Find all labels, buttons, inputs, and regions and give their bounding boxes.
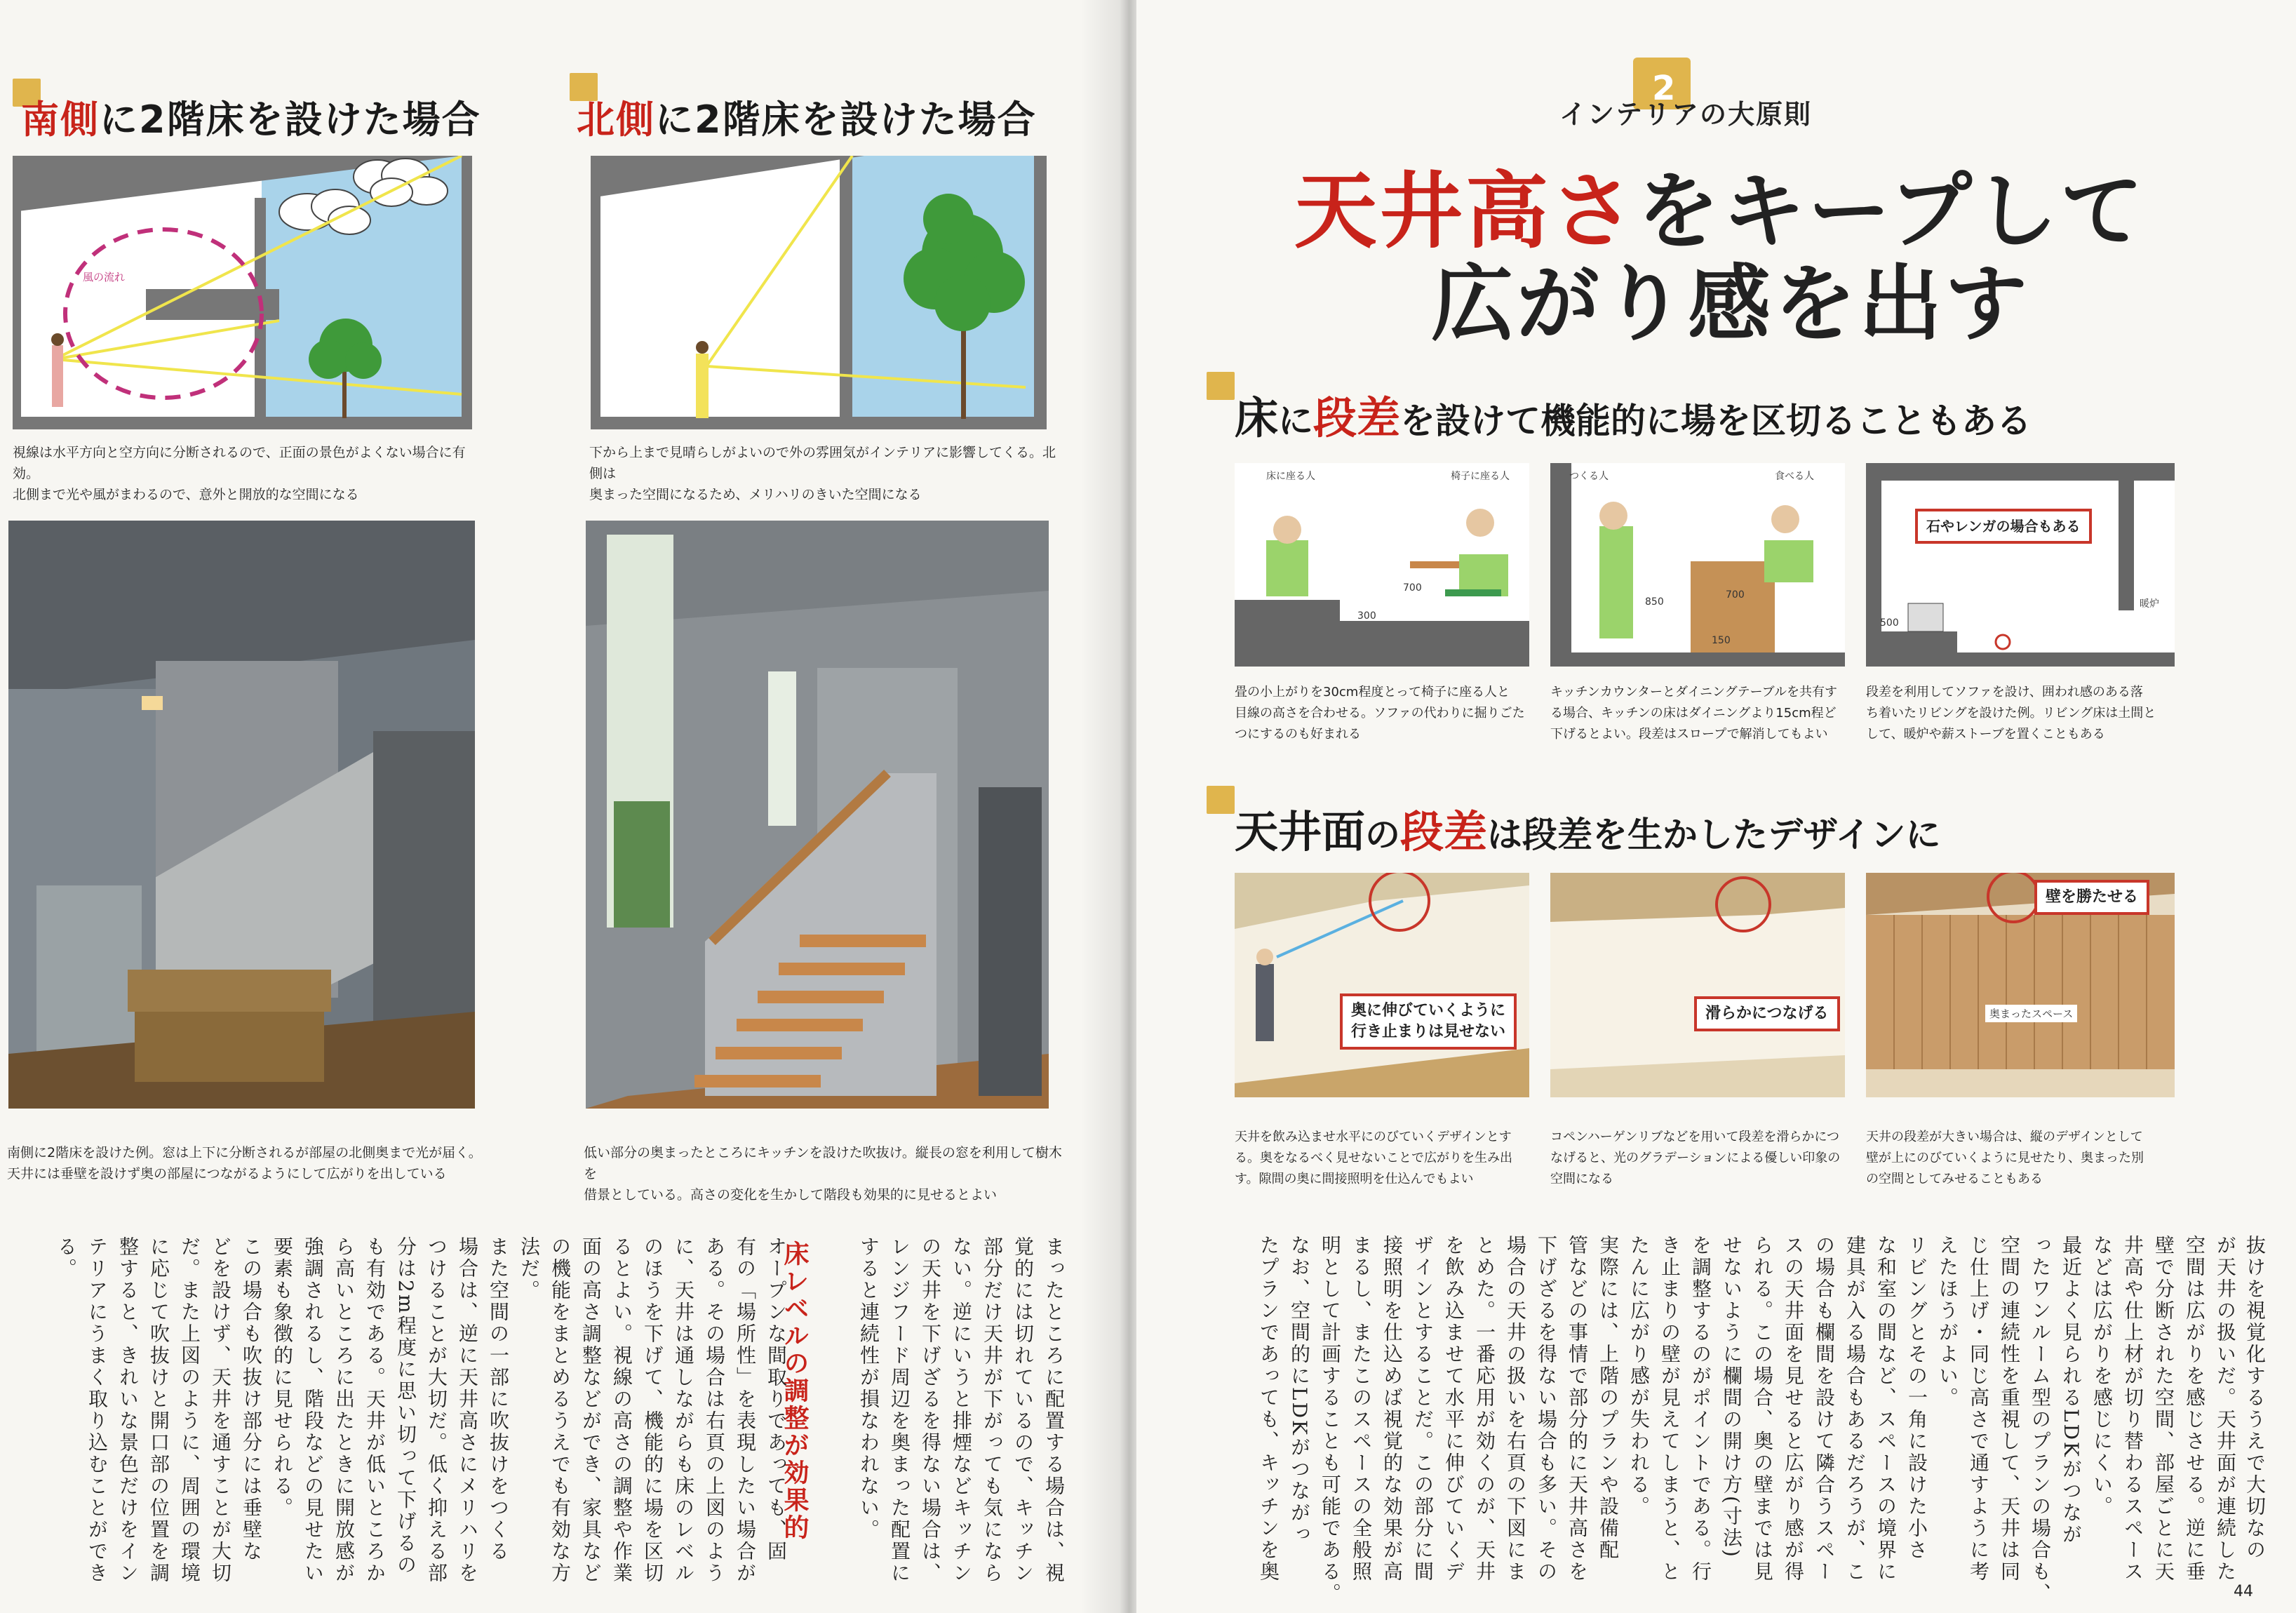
body-text-column: も有効である。天井が低いところか (363, 1236, 387, 1584)
callout-line: 行き止まりは見せない (1351, 1023, 1506, 1040)
caption-line: なげると、光のグラデーションによる優しい印象の (1550, 1151, 1841, 1165)
body-text-column: すると連続性が損なわれない。 (857, 1236, 880, 1541)
fig4-callout (1340, 993, 1517, 1050)
fig4-svg (1235, 873, 1529, 1097)
body-text-column: つけることが大切だ。低く抑える部 (425, 1236, 448, 1584)
living-room-photo-svg (8, 521, 475, 1109)
section1-heading (1235, 383, 2032, 446)
body-text-column: 強調されるし、階段などの見せたい (302, 1236, 325, 1584)
fig1-caption (1235, 682, 1543, 745)
fig1-svg (1235, 463, 1529, 667)
fig2-h3: 150 (1712, 635, 1731, 646)
body-text-column: 明として計画することも可能である。 (1319, 1235, 1342, 1605)
caption-line: る場合、キッチンの床はダイニングより15cm程ど (1550, 706, 1837, 721)
section2-heading (1235, 797, 1941, 859)
fig3-svg (1866, 463, 2175, 667)
fig1-h2: 700 (1403, 582, 1422, 594)
caption-line: 奥まった空間になるため、メリハリのきいた空間になる (589, 487, 922, 502)
fig3-callout: 石やレンガの場合もある (1915, 509, 2092, 544)
caption-line: る。奥をなるべく見せないことで広がりを生み出 (1235, 1151, 1512, 1165)
body-text-column: だ。また上図のように、周囲の環境 (178, 1236, 201, 1584)
caption-line: 段差を利用してソファを設け、囲われ感のある落 (1866, 685, 2143, 700)
stair-photo-svg (586, 521, 1049, 1109)
body-text-column: 建具が入る場合もあるだろうが、こ (1844, 1235, 1867, 1583)
north-diagram (591, 156, 1047, 429)
body-text-column: ある。その場合は右頁の上図のよう (703, 1236, 726, 1584)
caption-line: 天井を飲み込ませ水平にのびていくデザインとす (1235, 1130, 1512, 1144)
body-text-column: スの天井面を見せると広がり感が得 (1782, 1235, 1805, 1583)
body-text-column: ない。逆にいうと排煙などキッチン (950, 1236, 973, 1584)
photo2-caption (584, 1142, 1075, 1205)
fig2-caption (1550, 682, 1859, 745)
south-heading-rest: に2階床を設けた場合 (100, 98, 481, 142)
fig5-callout: 滑らかにつなげる (1694, 996, 1840, 1031)
north-heading-rest: に2階床を設けた場合 (655, 98, 1037, 142)
body-text-column: 接照明を仕込めば視覚的な効果が高 (1381, 1235, 1404, 1583)
fig3-caption (1866, 682, 2189, 745)
north-diagram-svg (591, 156, 1047, 429)
caption-line: 北側まで光や風がまわるので、意外と開放的な空間になる (13, 487, 359, 502)
fig5-svg (1550, 873, 1845, 1097)
left-page (0, 0, 1136, 1613)
body-text-column: 管などの事情で部分的に天井高さを (1566, 1235, 1589, 1583)
fig1-h1: 300 (1357, 610, 1376, 622)
body-text-column: を飲み込ませて水平に伸びていくデ (1442, 1235, 1465, 1583)
body-text-column: を調整するのがポイントである。行 (1689, 1235, 1712, 1583)
caption-line: 下から上まで見晴らしがよいので外の雰囲気がインテリアに影響してくる。北側は (589, 445, 1056, 481)
body-text-column: が天井の扱いだ。天井面が連続した (2214, 1235, 2237, 1583)
body-heading-black: 調整 (780, 1377, 809, 1432)
body-text-column: られる。この場合、奥の壁までは見 (1751, 1235, 1774, 1583)
fig2-h1: 850 (1645, 596, 1664, 608)
north-heading-highlight: 北側 (577, 98, 655, 142)
body-text-column: の機能をまとめるうえでも有効な方 (549, 1236, 572, 1584)
section1-a: 床 (1235, 392, 1279, 443)
body-text-column: 有の「場所性」を表現したい場合が (734, 1236, 757, 1584)
main-title-line2: 広がり感を出す (1431, 255, 2031, 352)
caption-line: ち着いたリビングを設けた例。リビング床は土間と (1866, 706, 2156, 721)
book-icon (1207, 372, 1235, 400)
body-text-column: のほうを下げて、機能的に場を区切 (641, 1236, 664, 1584)
section2-d: は段差を生かしたデザインに (1487, 815, 1941, 855)
wind-label: 風の流れ (83, 271, 126, 283)
caption-line: 南側に2階床を設けた例。窓は上下に分断されるが部屋の北側奥まで光が届く。 (7, 1145, 482, 1160)
south-diagram-svg (13, 156, 472, 429)
caption-line: 畳の小上がりを30cm程度とって椅子に座る人と (1235, 685, 1510, 700)
body-text-column: テリアにうまく取り込むことができ (86, 1236, 109, 1584)
body-text-column: の天井を下げざるを得ない場合は、 (919, 1236, 942, 1584)
caption-line: 下げるとよい。段差はスロープで解消してもよい (1550, 727, 1828, 742)
caption-line: つにするのも好まれる (1235, 727, 1361, 742)
book-icon (1207, 786, 1235, 814)
body-text-column: などは広がりを感じにくい。 (2090, 1235, 2114, 1518)
body-text-column: せないように欄間の開け方(寸法) (1720, 1235, 1743, 1559)
south-diagram (13, 156, 472, 429)
body-text-column: オープンな間取りであっても、固 (765, 1236, 788, 1562)
fig6-label: 奥まったスペース (1985, 1005, 2077, 1022)
caption-line: 壁が上にのびていくように見せたり、奥まった別 (1866, 1151, 2144, 1165)
body-text-column: るとよい。視線の高さの調整や作業 (610, 1236, 633, 1584)
section1-d: を設けて機能的に場を区切ることもある (1400, 401, 2032, 441)
body-text-column: 空間は広がりを感じさせる。逆に垂 (2183, 1235, 2206, 1583)
body-text-column: ら高いところに出たときに開放感が (333, 1236, 356, 1584)
body-text-column: 部分だけ天井が下がっても気になら (981, 1236, 1004, 1584)
body-text-column: また空間の一部に吹抜けをつくる (487, 1236, 510, 1562)
body-text-column: 最近よく見られるLDKがつなが (2060, 1235, 2083, 1546)
caption-line: 借景としている。高さの変化を生かして階段も効果的に見せるとよい (584, 1187, 998, 1203)
ceiling-step-diagram-1 (1235, 873, 1529, 1097)
body-heading-red: 床レベルの (780, 1240, 809, 1377)
body-text-column: ったワンルーム型のプランの場合も、 (2029, 1235, 2052, 1605)
caption-line: 低い部分の奥まったところにキッチンを設けた吹抜け。縦長の窓を利用して樹木を (584, 1145, 1062, 1182)
caption-line: す。隙間の奥に間接照明を仕込んでもよい (1235, 1172, 1474, 1186)
callout-line: 奥に伸びていくように (1351, 1002, 1506, 1019)
caption-line: して、暖炉や薪ストーブを置くこともある (1866, 727, 2105, 742)
section2-b: の (1365, 815, 1401, 855)
body-text-column: この場合も吹抜け部分には垂壁な (240, 1236, 263, 1562)
body-text-column: たんに広がり感が失われる。 (1627, 1235, 1651, 1518)
caption-line: 空間になる (1550, 1172, 1613, 1186)
body-text-column: なお、空間的にLDKがつながっ (1288, 1235, 1311, 1546)
caption-line: 視線は水平方向と空方向に分断されるので、正面の景色がよくない場合に有効。 (13, 445, 466, 481)
body-text-column: 下げざるを得ない場合も多い。その (1535, 1235, 1558, 1583)
fig1-chair-label: 椅子に座る人 (1451, 471, 1510, 482)
body-text-column: リビングとその一角に設けた小さ (1905, 1235, 1928, 1561)
fig6-callout: 壁を勝たせる (2034, 880, 2149, 915)
body-text-column: 覚的には切れているので、キッチン (1012, 1236, 1035, 1584)
kicker-number: 2 (1652, 69, 1676, 108)
south-heading-highlight: 南側 (21, 98, 100, 142)
body-heading-rest: が効果的 (780, 1432, 809, 1541)
ceiling-step-diagram-2 (1550, 873, 1845, 1097)
body-text-column: な和室の間など、スペースの境界に (1874, 1235, 1898, 1583)
right-lead-column: 抜けを視覚化するうえで大切なの (2243, 1235, 2267, 1561)
body-text-column: とめた。一番応用が効くのが、天井 (1473, 1235, 1496, 1583)
caption-line: 目線の高さを合わせる。ソファの代わりに掘りごた (1235, 706, 1525, 721)
south-caption (13, 442, 490, 505)
caption-line: の空間としてみせることもある (1866, 1172, 2043, 1186)
body-text-column: に、天井は通しながらも床のレベル (672, 1236, 695, 1584)
caption-line: キッチンカウンターとダイニングテーブルを共有す (1550, 685, 1837, 700)
floor-step-diagram-1 (1235, 463, 1529, 667)
south-heading (21, 90, 481, 144)
kicker-text: インテリアの大原則 (1559, 99, 1813, 130)
section2-c: 段差 (1400, 806, 1488, 857)
body-text-column: じ仕上げ・同じ高さで通すように考 (1967, 1235, 1990, 1583)
body-text-column: 法だ。 (518, 1236, 541, 1301)
photo1-caption (7, 1142, 498, 1184)
right-page (1136, 0, 2296, 1613)
north-caption (589, 442, 1066, 505)
fig6-caption (1866, 1127, 2189, 1190)
body-text-column: たプランであっても、キッチンを奥 (1257, 1235, 1280, 1583)
page-number: 44 (2234, 1583, 2253, 1600)
stair-photo (586, 521, 1049, 1109)
body-text-column: 場合の天井の扱いを右頁の下図にま (1504, 1235, 1527, 1583)
body-text-column: 実際には、上階のプランや設備配 (1597, 1235, 1620, 1561)
body-text-column: どを設けず、天井を通すことが大切 (209, 1236, 232, 1584)
section1-c: 段差 (1313, 392, 1401, 443)
main-title-red: 天井高さ (1294, 163, 1637, 260)
floor-step-diagram-3 (1866, 463, 2175, 667)
fig3-h1: 500 (1880, 617, 1899, 629)
fig2-svg (1550, 463, 1845, 667)
caption-line: 天井の段差が大きい場合は、縦のデザインとして (1866, 1130, 2143, 1144)
fig3-fire-label: 暖炉 (2140, 598, 2159, 610)
body-text-column: 壁で分断された空間、部屋ごとに天 (2152, 1235, 2175, 1583)
body-text-column: き止まりの壁が見えてしまうと、と (1658, 1235, 1681, 1583)
fig2-h2: 700 (1726, 589, 1745, 601)
body-text-column: えたほうがよい。 (1936, 1235, 1959, 1409)
body-text-column: 面の高さ調整などができ、家具など (579, 1236, 603, 1584)
fig4-caption (1235, 1127, 1543, 1190)
fig5-caption (1550, 1127, 1859, 1190)
body-text-column: る。 (55, 1236, 78, 1280)
body-text-column: の場合も欄間を設けて隣合うスペー (1813, 1235, 1836, 1583)
main-title-black: をキープして (1637, 163, 2147, 260)
body-text-column: 井高や仕上材が切り替わるスペース (2121, 1235, 2144, 1583)
body-text-column: ザインとすることだ。この部分に間 (1411, 1235, 1435, 1583)
caption-line: コペンハーゲンリブなどを用いて段差を滑らかにつ (1550, 1130, 1840, 1144)
body-text-column: 空間の連続性を重視して、天井は同 (1998, 1235, 2021, 1583)
body-text-column: レンジフード周辺を奥まった配置に (888, 1236, 911, 1584)
body-text-column: 要素も象徴的に見せられる。 (271, 1236, 294, 1519)
body-text-column: まるし、またこのスペースの全般照 (1350, 1235, 1373, 1583)
section2-a: 天井面 (1235, 806, 1366, 857)
floor-step-diagram-2 (1550, 463, 1845, 667)
living-room-photo (8, 521, 475, 1109)
fig2-cook-label: つくる人 (1569, 471, 1609, 482)
fig1-floor-label: 床に座る人 (1266, 471, 1315, 482)
body-text-column: に応じて吹抜けと開口部の位置を調 (147, 1236, 170, 1584)
north-heading (577, 90, 1037, 144)
section1-b: に (1278, 401, 1314, 441)
body-text-column: まったところに配置する場合は、視 (1042, 1236, 1066, 1584)
body-text-column: 整すると、きれいな景色だけをイン (116, 1236, 140, 1584)
fig2-eat-label: 食べる人 (1775, 471, 1814, 482)
body-text-column: 場合は、逆に天井高さにメリハリを (456, 1236, 479, 1584)
body-text-column: 分は2m程度に思い切って下げるの (394, 1236, 417, 1577)
caption-line: 天井には垂壁を設けず奥の部屋につながるようにして広がりを出している (7, 1166, 447, 1182)
